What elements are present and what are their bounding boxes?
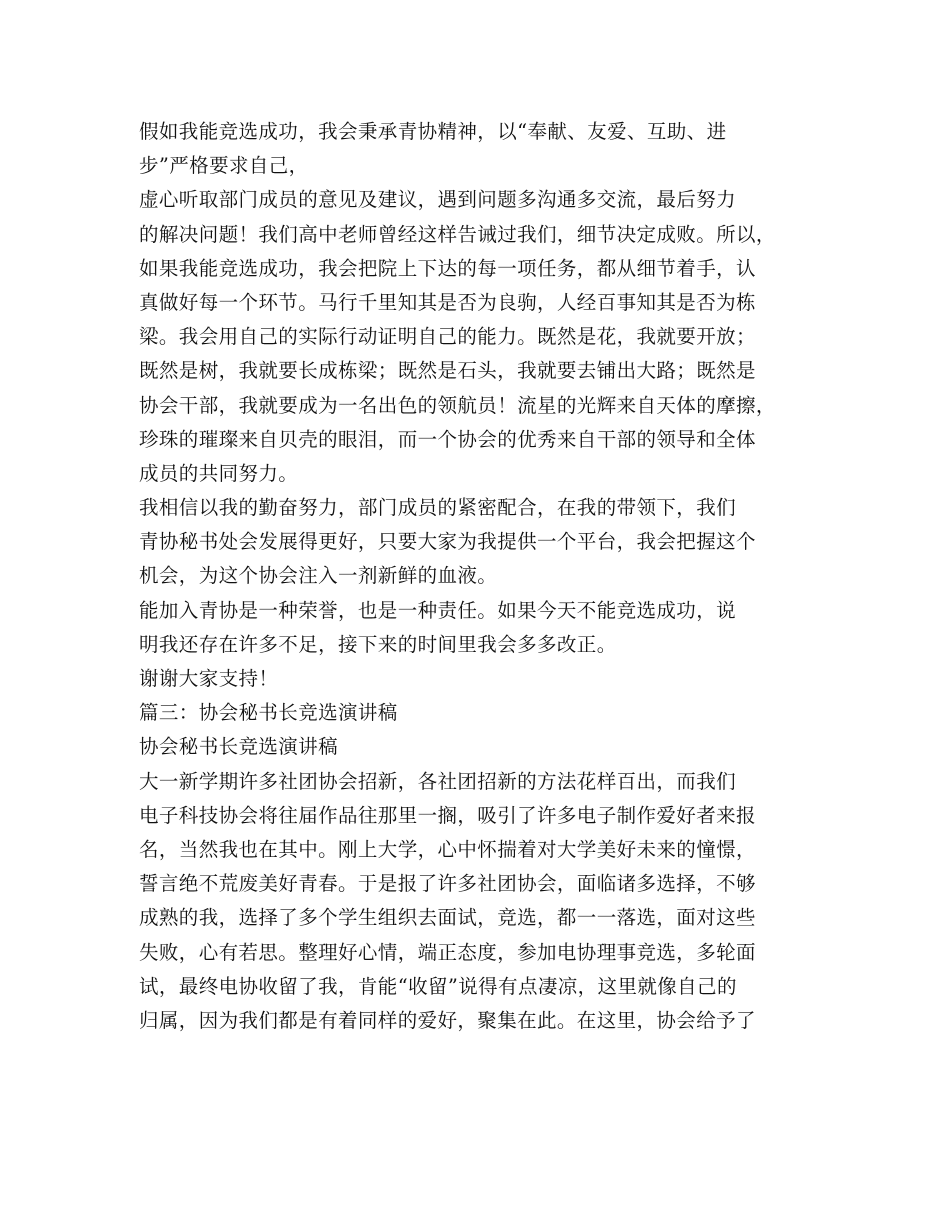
text-line: 电子科技协会将往届作品往那里一搁，吸引了许多电子制作爱好者来报 [139, 803, 756, 827]
text-line: 步”严格要求自己， [139, 154, 309, 178]
text-line: 既然是树，我就要长成栋梁；既然是石头，我就要去铺出大路；既然是 [139, 359, 756, 383]
text-line: 谢谢大家支持！ [139, 667, 279, 690]
text-line: 青协秘书处会发展得更好，只要大家为我提供一个平台，我会把握这个 [139, 530, 756, 554]
text-line: 名，当然我也在其中。刚上大学，心中怀揣着对大学美好未来的憧憬， [139, 837, 756, 861]
text-line: 大一新学期许多社团协会招新，各社团招新的方法花样百出，而我们 [139, 769, 737, 793]
text-line: 明我还存在许多不足，接下来的时间里我会多多改正。 [139, 632, 617, 656]
text-line: 机会，为这个协会注入一剂新鲜的血液。 [139, 564, 498, 588]
text-line: 失败，心有若思。整理好心情，端正态度，参加电协理事竞选，多轮面 [139, 940, 756, 964]
text-line: 成熟的我，选择了多个学生组织去面试，竞选，都一一落选，面对这些 [139, 906, 756, 930]
text-line: 梁。我会用自己的实际行动证明自己的能力。既然是花，我就要开放； [139, 325, 756, 349]
text-line: 假如我能竞选成功，我会秉承青协精神，以“奉献、友爱、互助、进 [139, 120, 727, 143]
text-line: 协会干部，我就要成为一名出色的领航员！流星的光辉来自天体的摩擦， [139, 393, 776, 417]
section-title: 协会秘书长竞选演讲稿 [139, 735, 339, 759]
text-line: 誓言绝不荒废美好青春。于是报了许多社团协会，面临诸多选择，不够 [139, 872, 756, 896]
section-heading: 篇三：协会秘书长竞选演讲稿 [139, 701, 398, 725]
text-line: 归属，因为我们都是有着同样的爱好，聚集在此。在这里，协会给予了 [139, 1008, 756, 1032]
text-line: 真做好每一个环节。马行千里知其是否为良驹，人经百事知其是否为栋 [139, 290, 756, 314]
text-line: 如果我能竞选成功，我会把院上下达的每一项任务，都从细节着手，认 [139, 256, 756, 280]
text-line: 珍珠的璀璨来自贝壳的眼泪，而一个协会的优秀来自干部的领导和全体 [139, 427, 756, 451]
text-line: 能加入青协是一种荣誉，也是一种责任。如果今天不能竞选成功，说 [139, 598, 737, 622]
text-line: 我相信以我的勤奋努力，部门成员的紧密配合，在我的带领下，我们 [139, 496, 737, 520]
text-line: 试，最终电协收留了我，肯能“收留”说得有点凄凉，这里就像自己的 [139, 974, 737, 998]
text-line: 虚心听取部门成员的意见及建议，遇到问题多沟通多交流，最后努力 [139, 188, 737, 212]
text-line: 的解决问题！我们高中老师曾经这样告诫过我们，细节决定成败。所以， [139, 222, 776, 246]
text-line: 成员的共同努力。 [139, 461, 299, 485]
document-body [139, 115, 815, 1038]
